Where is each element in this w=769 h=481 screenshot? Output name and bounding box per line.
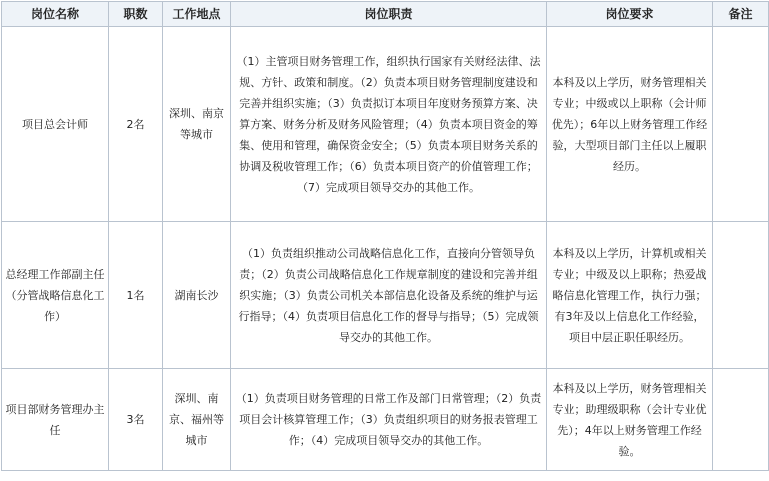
position-name-cell: 项目部财务管理办主任 <box>2 369 109 471</box>
count-cell: 1名 <box>109 222 163 369</box>
table-row <box>2 27 769 222</box>
remarks-cell <box>713 369 769 471</box>
requirements-cell: 本科及以上学历，计算机或相关专业；中级及以上职称；热爱战略信息化管理工作，执行力强；有3年及以上信息化工作经验，项目中层正职任职经历。 <box>547 222 713 369</box>
position-name-cell: 项目总会计师 <box>2 27 109 222</box>
location-cell: 深圳、南京、福州等城市 <box>163 369 231 471</box>
header-requirements: 岗位要求 <box>547 2 713 27</box>
header-location: 工作地点 <box>163 2 231 27</box>
duties-cell: （1）负责项目财务管理的日常工作及部门日常管理；（2）负责项目会计核算管理工作；（3）负责组织项目的财务报表管理工作；（4）完成项目领导交办的其他工作。 <box>231 369 547 471</box>
requirements-cell: 本科及以上学历，财务管理相关专业；中级或以上职称（会计师优先）；6年以上财务管理工作经验，大型项目部门主任以上履职经历。 <box>547 27 713 222</box>
duties-cell: （1）主管项目财务管理工作，组织执行国家有关财经法律、法规、方针、政策和制度。（2）负责本项目财务管理制度建设和完善并组织实施；（3）负责拟订本项目年度财务预算方案、决算方案、财务分析及财务风险管理；（4）负责本项目资金的筹集、使用和管理，确保资金安全；（5）负责本项目财务关系的协调及税收管理工作；（6）负责本项目资产的价值管理工作；（7）完成项目领导交办的其他工作。 <box>231 27 547 222</box>
job-posting-table <box>1 1 769 471</box>
count-cell: 2名 <box>109 27 163 222</box>
header-remarks: 备注 <box>713 2 769 27</box>
count-cell: 3名 <box>109 369 163 471</box>
table-row <box>2 369 769 471</box>
duties-cell: （1）负责组织推动公司战略信息化工作，直接向分管领导负责；（2）负责公司战略信息化工作规章制度的建设和完善并组织实施；（3）负责公司机关本部信息化设备及系统的维护与运行指导；（4）负责项目信息化工作的督导与指导；（5）完成领导交办的其他工作。 <box>231 222 547 369</box>
remarks-cell <box>713 27 769 222</box>
header-row <box>2 2 769 27</box>
location-cell: 湖南长沙 <box>163 222 231 369</box>
remarks-cell <box>713 222 769 369</box>
table-row <box>2 222 769 369</box>
location-cell: 深圳、南京等城市 <box>163 27 231 222</box>
header-count: 职数 <box>109 2 163 27</box>
header-position-name: 岗位名称 <box>2 2 109 27</box>
requirements-cell: 本科及以上学历，财务管理相关专业；助理级职称（会计专业优先）；4年以上财务管理工作经验。 <box>547 369 713 471</box>
position-name-cell: 总经理工作部副主任（分管战略信息化工作） <box>2 222 109 369</box>
header-duties: 岗位职责 <box>231 2 547 27</box>
